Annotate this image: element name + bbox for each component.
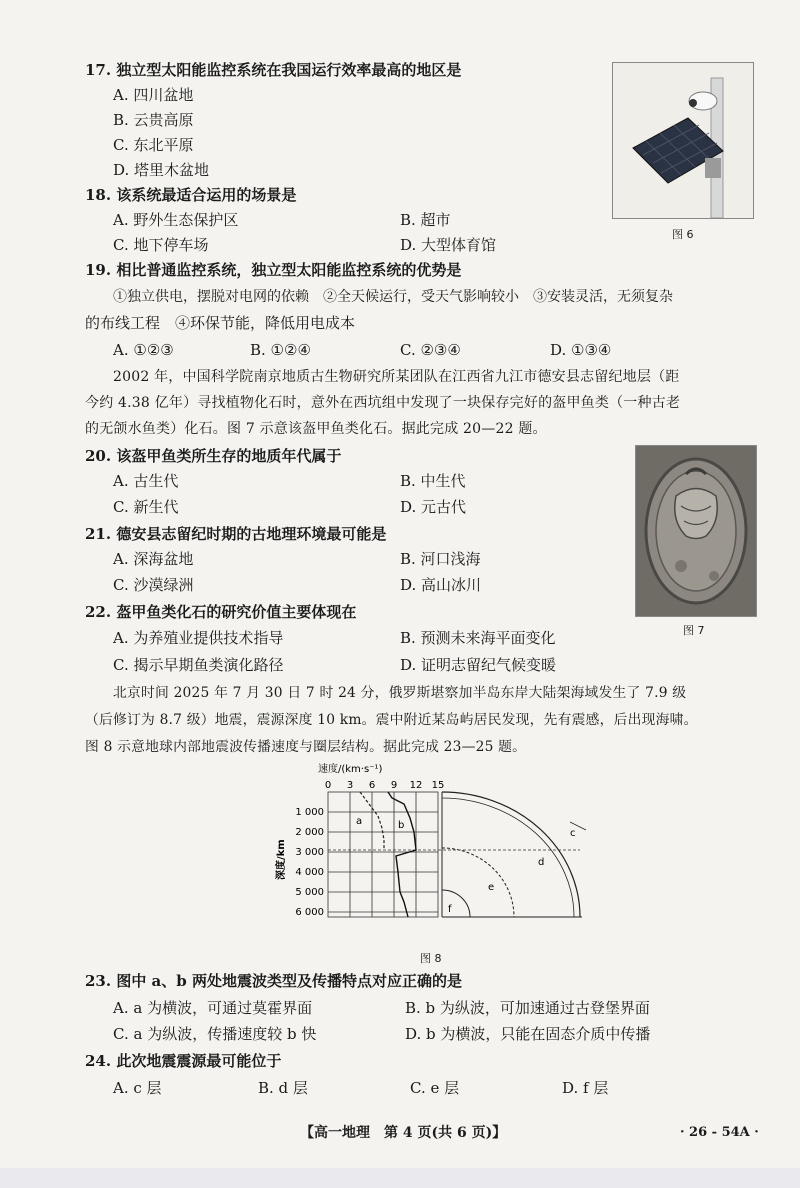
q20-stem: 20. 该盔甲鱼类所生存的地质年代属于 (85, 447, 342, 465)
x-tick-0: 0 (324, 780, 332, 791)
fig6-solar-camera-photo (612, 62, 754, 219)
y-tick-2000: 2 000 (295, 827, 324, 838)
q18-stem: 18. 该系统最适合运用的场景是 (85, 186, 297, 204)
fig7-fossil-photo (635, 445, 757, 617)
q22-option-c[interactable]: C. 揭示早期鱼类演化路径 (113, 656, 284, 674)
q18-option-a[interactable]: A. 野外生态保护区 (113, 211, 239, 229)
q22-stem: 22. 盔甲鱼类化石的研究价值主要体现在 (85, 603, 357, 621)
q19-stem: 19. 相比普通监控系统，独立型太阳能监控系统的优势是 (85, 261, 462, 279)
layer-c-label: c (570, 828, 576, 839)
y-tick-5000: 5 000 (295, 887, 324, 898)
passage3-line1: 北京时间 2025 年 7 月 30 日 7 时 24 分，俄罗斯堪察加半岛东岸大陆架海域发生了 7.9 级 (113, 685, 687, 701)
y-tick-1000: 1 000 (295, 807, 324, 818)
curve-b-p-wave (388, 792, 416, 917)
layer-e-label: e (488, 882, 495, 893)
q21-option-b[interactable]: B. 河口浅海 (400, 550, 481, 568)
q24-option-a[interactable]: A. c 层 (113, 1079, 162, 1097)
chart-grid (328, 792, 438, 917)
y-tick-6000: 6 000 (295, 907, 324, 918)
q23-option-b[interactable]: B. b 为纵波，可加速通过古登堡界面 (405, 999, 650, 1017)
passage3-line3: 图 8 示意地球内部地震波传播速度与圈层结构。据此完成 23—25 题。 (85, 739, 527, 755)
q22-option-a[interactable]: A. 为养殖业提供技术指导 (113, 629, 284, 647)
q21-stem: 21. 德安县志留纪时期的古地理环境最可能是 (85, 525, 387, 543)
q23-option-c[interactable]: C. a 为纵波，传播速度较 b 快 (113, 1025, 317, 1043)
q22-option-d[interactable]: D. 证明志留纪气候变暖 (400, 656, 557, 674)
x-tick-15: 15 (431, 780, 445, 791)
fig8-caption: 图 8 (420, 952, 442, 965)
q19-statements-line2: 的布线工程 ④环保节能，降低用电成本 (85, 314, 356, 332)
q19-statements-line1: ①独立供电，摆脱对电网的依赖 ②全天候运行，受天气影响较小 ③安装灵活，无须复杂 (113, 289, 673, 305)
q19-option-b[interactable]: B. ①②④ (250, 341, 311, 359)
q21-option-d[interactable]: D. 高山冰川 (400, 576, 482, 594)
layer-f-label: f (448, 904, 452, 915)
depth-axis-label: 深度/km (276, 839, 287, 880)
passage3-line2: （后修订为 8.7 级）地震，震源深度 10 km。震中附近某岛屿居民发现，先有震感，后出现海啸。 (85, 712, 698, 728)
q17-option-c[interactable]: C. 东北平原 (113, 136, 194, 154)
fig6-caption: 图 6 (672, 228, 694, 241)
q20-option-a[interactable]: A. 古生代 (113, 472, 179, 490)
q23-option-a[interactable]: A. a 为横波，可通过莫霍界面 (113, 999, 313, 1017)
y-tick-4000: 4 000 (295, 867, 324, 878)
passage2-line1: 2002 年，中国科学院南京地质古生物研究所某团队在江西省九江市德安县志留纪地层（距 (113, 369, 680, 385)
q18-option-c[interactable]: C. 地下停车场 (113, 236, 209, 254)
q23-option-d[interactable]: D. b 为横波，只能在固态介质中传播 (405, 1025, 651, 1043)
q17-option-a[interactable]: A. 四川盆地 (113, 86, 194, 104)
q18-option-b[interactable]: B. 超市 (400, 211, 451, 229)
q17-option-d[interactable]: D. 塔里木盆地 (113, 161, 210, 179)
curve-a-label: a (356, 816, 363, 827)
q20-option-d[interactable]: D. 元古代 (400, 498, 467, 516)
q23-stem: 23. 图中 a、b 两处地震波类型及传播特点对应正确的是 (85, 972, 462, 990)
q18-option-d[interactable]: D. 大型体育馆 (400, 236, 497, 254)
page-footer: 【高一地理 第 4 页(共 6 页)】 (300, 1125, 507, 1141)
q21-option-c[interactable]: C. 沙漠绿洲 (113, 576, 194, 594)
bottom-margin-strip (0, 1168, 800, 1188)
y-tick-3000: 3 000 (295, 847, 324, 858)
curve-b-label: b (398, 820, 405, 831)
q21-option-a[interactable]: A. 深海盆地 (113, 550, 194, 568)
q24-stem: 24. 此次地震震源最可能位于 (85, 1052, 282, 1070)
q19-option-a[interactable]: A. ①②③ (113, 341, 174, 359)
q20-option-c[interactable]: C. 新生代 (113, 498, 179, 516)
fig8-seismic-diagram (270, 760, 590, 945)
fig7-caption: 图 7 (683, 624, 705, 637)
x-tick-9: 9 (390, 780, 398, 791)
solar-panel-camera-icon (613, 63, 753, 218)
q19-option-d[interactable]: D. ①③④ (550, 341, 612, 359)
layer-d-label: d (538, 857, 545, 868)
paper-code: · 26 - 54A · (680, 1125, 759, 1140)
q24-option-b[interactable]: B. d 层 (258, 1079, 308, 1097)
x-tick-12: 12 (409, 780, 423, 791)
earth-section (442, 792, 586, 917)
q22-option-b[interactable]: B. 预测未来海平面变化 (400, 629, 556, 647)
speed-axis-label: 速度/(km·s⁻¹) (318, 764, 383, 775)
q19-option-c[interactable]: C. ②③④ (400, 341, 461, 359)
q24-option-d[interactable]: D. f 层 (562, 1079, 609, 1097)
passage2-line2: 今约 4.38 亿年）寻找植物化石时，意外在西坑组中发现了一块保存完好的盔甲鱼类（一种古老 (85, 395, 681, 411)
passage2-line3: 的无颌水鱼类）化石。图 7 示意该盔甲鱼类化石。据此完成 20—22 题。 (85, 421, 547, 437)
q24-option-c[interactable]: C. e 层 (410, 1079, 460, 1097)
x-tick-6: 6 (368, 780, 376, 791)
q20-option-b[interactable]: B. 中生代 (400, 472, 466, 490)
q17-stem: 17. 独立型太阳能监控系统在我国运行效率最高的地区是 (85, 61, 462, 79)
fish-fossil-icon (636, 446, 756, 616)
q17-option-b[interactable]: B. 云贵高原 (113, 111, 194, 129)
x-tick-3: 3 (346, 780, 354, 791)
